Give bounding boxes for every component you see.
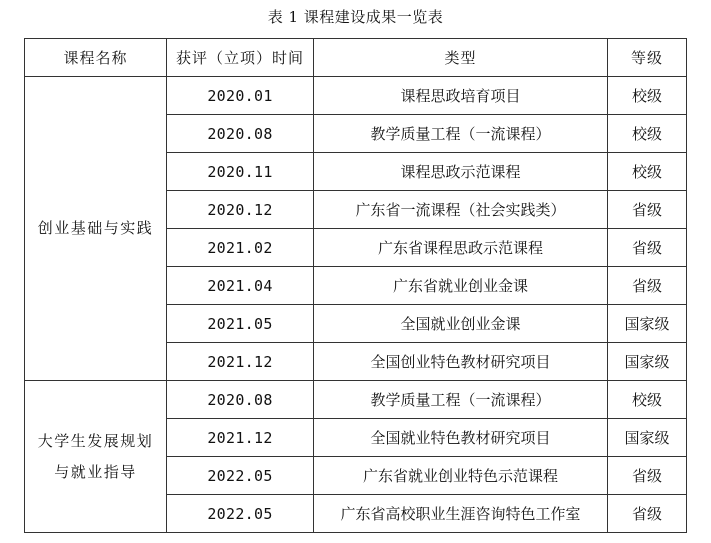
table-body	[25, 77, 687, 533]
level-cell: 国家级	[608, 343, 687, 381]
time-cell: 2020.01	[167, 77, 314, 115]
type-cell: 广东省一流课程（社会实践类）	[314, 191, 608, 229]
course-name-line: 大学生发展规划	[37, 431, 154, 450]
level-cell: 省级	[608, 457, 687, 495]
course-name-cell	[25, 77, 167, 381]
header-row	[25, 39, 687, 77]
table-caption: 表 1 课程建设成果一览表	[267, 8, 444, 26]
course-name-line: 创业基础与实践	[37, 219, 154, 237]
type-cell: 广东省就业创业金课	[314, 267, 608, 305]
time-cell: 2020.08	[167, 115, 314, 153]
time-cell: 2021.12	[167, 419, 314, 457]
time-cell: 2021.04	[167, 267, 314, 305]
time-cell: 2020.08	[167, 381, 314, 419]
type-cell: 全国创业特色教材研究项目	[314, 343, 608, 381]
level-cell: 校级	[608, 115, 687, 153]
course-name-line: 与就业指导	[54, 462, 137, 481]
time-cell: 2022.05	[167, 457, 314, 495]
type-cell: 教学质量工程（一流课程）	[314, 115, 608, 153]
level-cell: 校级	[608, 381, 687, 419]
type-cell: 课程思政示范课程	[314, 153, 608, 191]
table-row	[25, 77, 687, 115]
table-row	[25, 381, 687, 419]
level-cell: 校级	[608, 153, 687, 191]
level-cell: 省级	[608, 191, 687, 229]
type-cell: 课程思政培育项目	[314, 77, 608, 115]
type-cell: 广东省课程思政示范课程	[314, 229, 608, 267]
level-cell: 国家级	[608, 305, 687, 343]
course-name-cell	[25, 381, 167, 533]
level-cell: 省级	[608, 495, 687, 533]
header-level: 等级	[608, 39, 687, 77]
course-results-table	[24, 38, 687, 533]
level-cell: 省级	[608, 229, 687, 267]
type-cell: 广东省就业创业特色示范课程	[314, 457, 608, 495]
time-cell: 2020.11	[167, 153, 314, 191]
time-cell: 2020.12	[167, 191, 314, 229]
time-cell: 2021.02	[167, 229, 314, 267]
level-cell: 校级	[608, 77, 687, 115]
time-cell: 2021.12	[167, 343, 314, 381]
header-type: 类型	[314, 39, 608, 77]
level-cell: 国家级	[608, 419, 687, 457]
header-course-name: 课程名称	[25, 39, 167, 77]
time-cell: 2021.05	[167, 305, 314, 343]
level-cell: 省级	[608, 267, 687, 305]
type-cell: 全国就业特色教材研究项目	[314, 419, 608, 457]
header-time: 获评（立项）时间	[167, 39, 314, 77]
time-cell: 2022.05	[167, 495, 314, 533]
type-cell: 广东省高校职业生涯咨询特色工作室	[314, 495, 608, 533]
type-cell: 教学质量工程（一流课程）	[314, 381, 608, 419]
type-cell: 全国就业创业金课	[314, 305, 608, 343]
